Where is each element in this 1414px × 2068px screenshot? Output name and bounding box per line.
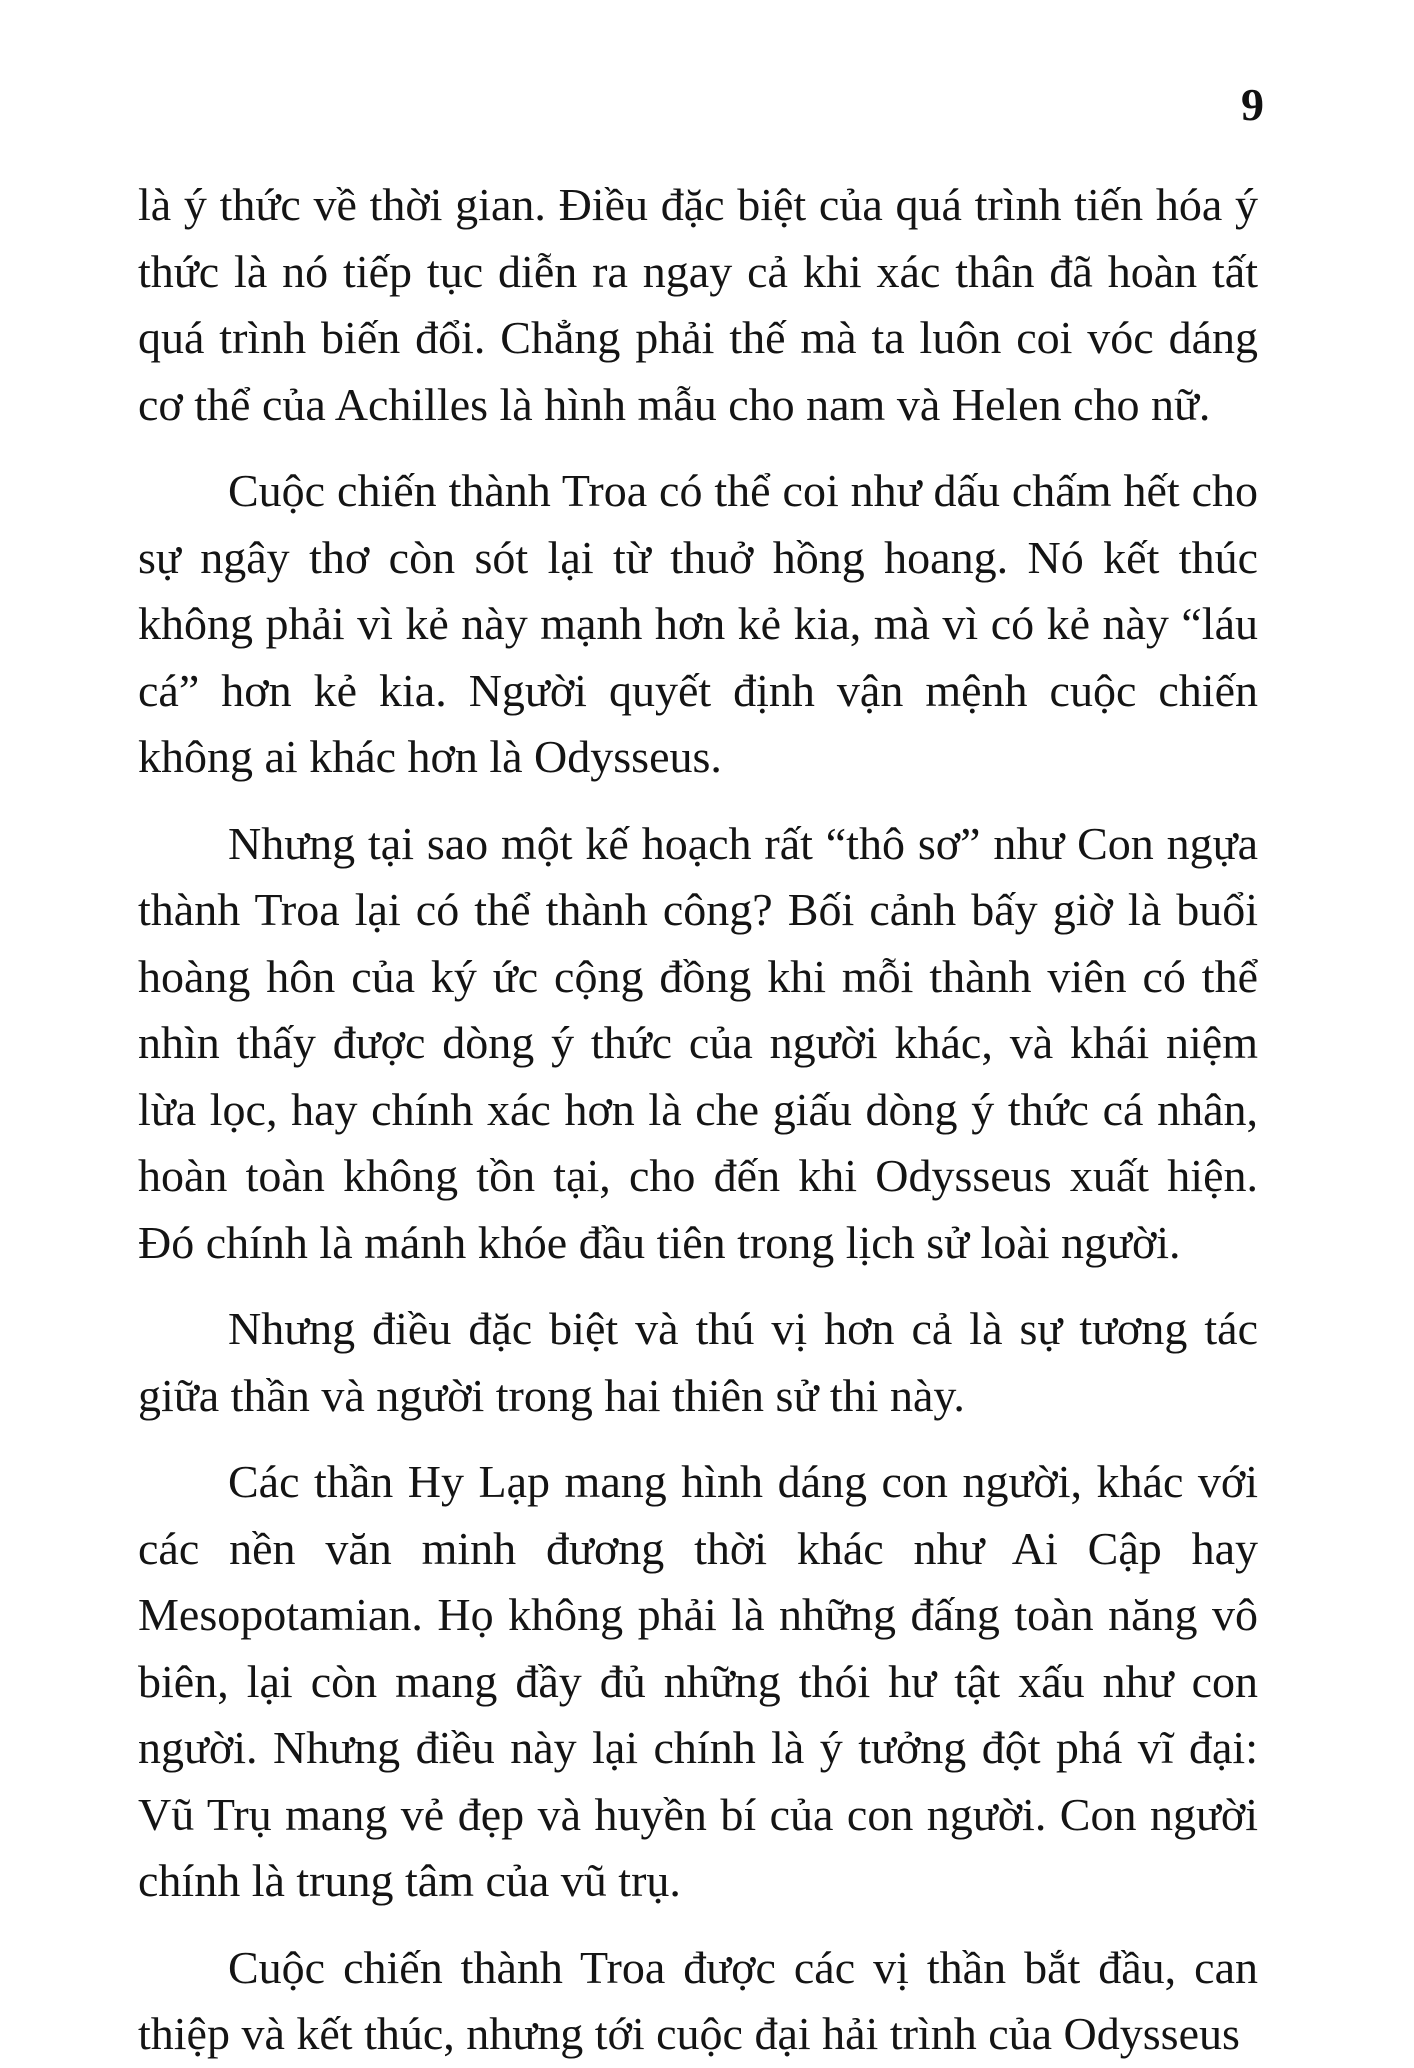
body-text: [138, 172, 1258, 2068]
paragraph: là ý thức về thời gian. Điều đặc biệt của quá trình tiến hóa ý thức là nó tiếp tục diễn ra ngay cả khi xác thân đã hoàn tất quá trình biến đổi. Chẳng phải thế mà ta luôn coi vóc dáng cơ thể của Achilles là hình mẫu cho nam và Helen cho nữ.: [138, 179, 1258, 430]
paragraph: Nhưng tại sao một kế hoạch rất “thô sơ” như Con ngựa thành Troa lại có thể thành công? Bối cảnh bấy giờ là buổi hoàng hôn của ký ức cộng đồng khi mỗi thành viên có thể nhìn thấy được dòng ý thức của người khác, và khái niệm lừa lọc, hay chính xác hơn là che giấu dòng ý thức cá nhân, hoàn toàn không tồn tại, cho đến khi Odysseus xuất hiện. Đó chính là mánh khóe đầu tiên trong lịch sử loài người.: [138, 817, 1258, 1268]
paragraph: Cuộc chiến thành Troa có thể coi như dấu chấm hết cho sự ngây thơ còn sót lại từ thuở hồng hoang. Nó kết thúc không phải vì kẻ này mạnh hơn kẻ kia, mà vì có kẻ này “láu cá” hơn kẻ kia. Người quyết định vận mệnh cuộc chiến không ai khác hơn là Odysseus.: [138, 465, 1258, 782]
paragraph: Nhưng điều đặc biệt và thú vị hơn cả là sự tương tác giữa thần và người trong hai thiên sử thi này.: [138, 1303, 1258, 1421]
paragraph: Các thần Hy Lạp mang hình dáng con người, khác với các nền văn minh đương thời khác như Ai Cập hay Mesopotamian. Họ không phải là những đấng toàn năng vô biên, lại còn mang đầy đủ những thói hư tật xấu như con người. Nhưng điều này lại chính là ý tưởng đột phá vĩ đại: Vũ Trụ mang vẻ đẹp và huyền bí của con người. Con người chính là trung tâm của vũ trụ.: [138, 1456, 1258, 1906]
paragraph: Cuộc chiến thành Troa được các vị thần bắt đầu, can thiệp và kết thúc, nhưng tới cuộc đại hải trình của Odysseus: [138, 1941, 1258, 2059]
page-number: 9: [1241, 79, 1264, 130]
